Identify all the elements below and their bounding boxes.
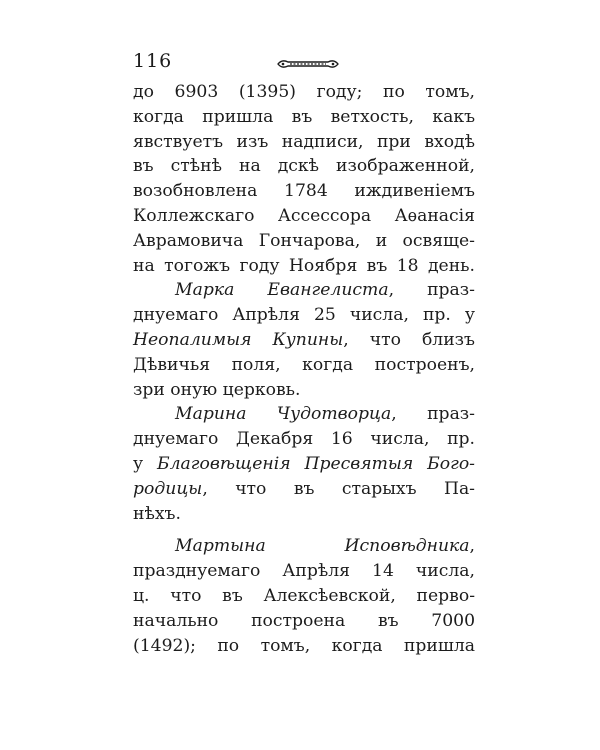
- paragraph-gap: [133, 526, 475, 534]
- text-line: [133, 378, 475, 403]
- text-line: [133, 204, 475, 229]
- text-line: [133, 130, 475, 155]
- text-line: [133, 254, 475, 279]
- text-run: , праз-: [391, 404, 475, 425]
- text-run: Коллежскаго Ассессора Аѳанасія: [133, 205, 475, 226]
- text-run: нѣхъ.: [133, 503, 181, 524]
- text-run: Дѣвичья поля, когда построенъ,: [133, 354, 475, 375]
- text-run: въ стѣнѣ на дскѣ изображенной,: [133, 156, 475, 177]
- italic-heading: родицы: [133, 478, 203, 499]
- text-line: [133, 229, 475, 254]
- page-text: [133, 80, 475, 658]
- text-line: [133, 80, 475, 105]
- text-line: [133, 402, 475, 427]
- italic-heading: Мартына Исповѣдника: [175, 536, 470, 557]
- text-run: ,: [469, 536, 475, 557]
- text-line: [133, 452, 475, 477]
- text-run: до 6903 (1395) году; по томъ,: [133, 82, 475, 102]
- text-line: [133, 609, 475, 634]
- text-line: [133, 534, 475, 559]
- text-run: ц. что въ Алексѣевской, перво-: [133, 585, 475, 606]
- text-run: явствуетъ изъ надписи, при входѣ: [133, 131, 475, 152]
- text-line: [133, 154, 475, 179]
- text-run: на тогожъ году Ноября въ 18 день.: [133, 255, 475, 276]
- italic-heading: Неопалимыя Купины: [133, 329, 344, 350]
- text-run: возобновлена 1784 иждивеніемъ: [133, 181, 475, 202]
- text-run: у: [133, 453, 157, 474]
- text-line: [133, 179, 475, 204]
- text-line: [133, 353, 475, 378]
- text-line: [133, 634, 475, 659]
- text-line: [133, 559, 475, 584]
- italic-heading: Марина Чудотворца: [175, 404, 392, 425]
- ornament-icon: [276, 57, 340, 71]
- text-line: [133, 105, 475, 130]
- text-line: [133, 303, 475, 328]
- text-run: , что близъ: [343, 329, 475, 350]
- text-run: начально построена въ 7000: [133, 610, 475, 631]
- italic-heading: Благовѣщенія Пресвятыя Бого-: [156, 453, 475, 474]
- text-line: [133, 477, 475, 502]
- text-run: Аврамовича Гончарова, и освяще-: [133, 230, 475, 251]
- text-run: зри оную церковь.: [133, 379, 301, 400]
- text-run: когда пришла въ ветхость, какъ: [133, 106, 475, 127]
- text-run: , что въ старыхъ Па-: [202, 478, 475, 499]
- text-line: [133, 427, 475, 452]
- italic-heading: Марка Евангелиста: [175, 280, 389, 301]
- text-line: [133, 584, 475, 609]
- text-run: , праз-: [388, 280, 475, 301]
- text-run: (1492); по томъ, когда пришла: [133, 635, 475, 656]
- text-run: днуемаго Декабря 16 числа, пр.: [133, 429, 475, 450]
- text-line: [133, 278, 475, 303]
- text-run: днуемаго Апрѣля 25 числа, пр. у: [133, 305, 475, 326]
- text-run: празднуемаго Апрѣля 14 числа,: [133, 561, 475, 582]
- text-line: [133, 502, 475, 527]
- text-line: [133, 328, 475, 353]
- page-number: 116: [133, 50, 173, 72]
